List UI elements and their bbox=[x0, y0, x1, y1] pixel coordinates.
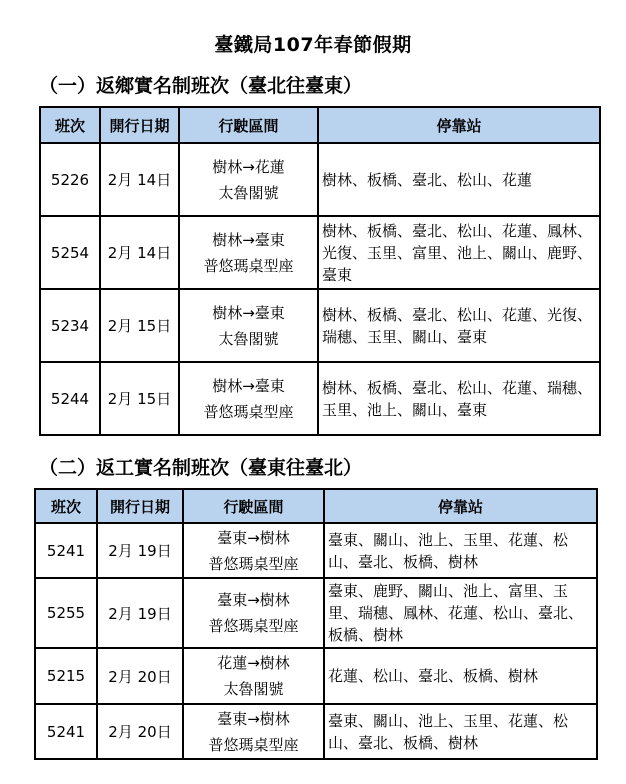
table-header-row bbox=[35, 489, 597, 523]
train-number: 5244 bbox=[40, 362, 100, 435]
train-number: 5241 bbox=[35, 704, 97, 759]
run-date: 2月 15日 bbox=[100, 362, 179, 435]
route-text: 臺東→樹林 bbox=[217, 528, 290, 547]
run-date: 2月 20日 bbox=[97, 704, 183, 759]
service-type: 普悠瑪桌型座 bbox=[203, 256, 294, 275]
train-number: 5241 bbox=[35, 523, 97, 578]
route-cell bbox=[183, 578, 324, 648]
stops-list: 臺東、關山、池上、玉里、花蓮、松山、臺北、板橋、樹林 bbox=[324, 704, 597, 759]
column-header-date: 開行日期 bbox=[100, 107, 179, 143]
table-row bbox=[35, 704, 597, 759]
service-type: 普悠瑪桌型座 bbox=[208, 617, 299, 635]
route-cell bbox=[179, 216, 318, 289]
column-header-stops: 停靠站 bbox=[318, 107, 600, 143]
column-header-train: 班次 bbox=[35, 489, 97, 523]
stops-list: 樹林、板橋、臺北、松山、花蓮、鳳林、光復、玉里、富里、池上、關山、鹿野、臺東 bbox=[318, 216, 600, 289]
route-text: 臺東→樹林 bbox=[217, 591, 290, 609]
column-header-date: 開行日期 bbox=[97, 489, 183, 523]
service-type: 普悠瑪桌型座 bbox=[203, 402, 294, 421]
route-cell bbox=[179, 289, 318, 362]
route-cell bbox=[179, 362, 318, 435]
stops-list: 樹林、板橋、臺北、松山、花蓮、光復、瑞穗、玉里、關山、臺東 bbox=[318, 289, 600, 362]
table-row bbox=[35, 523, 597, 578]
run-date: 2月 19日 bbox=[97, 578, 183, 648]
schedule-table-return-work bbox=[34, 488, 598, 760]
route-text: 樹林→臺東 bbox=[212, 303, 285, 322]
column-header-route: 行駛區間 bbox=[183, 489, 324, 523]
run-date: 2月 14日 bbox=[100, 143, 179, 216]
table-row bbox=[40, 289, 600, 362]
service-type: 普悠瑪桌型座 bbox=[208, 735, 299, 754]
route-cell bbox=[183, 704, 324, 759]
service-type: 太魯閣號 bbox=[218, 329, 279, 348]
table-row bbox=[40, 143, 600, 216]
route-text: 臺東→樹林 bbox=[217, 709, 290, 728]
stops-list: 樹林、板橋、臺北、松山、花蓮、瑞穗、玉里、池上、關山、臺東 bbox=[318, 362, 600, 435]
column-header-train: 班次 bbox=[40, 107, 100, 143]
route-cell bbox=[183, 523, 324, 578]
route-cell bbox=[179, 143, 318, 216]
train-number: 5226 bbox=[40, 143, 100, 216]
schedule-table-return-home bbox=[39, 106, 601, 436]
train-number: 5254 bbox=[40, 216, 100, 289]
run-date: 2月 19日 bbox=[97, 523, 183, 578]
section-heading-return-work: （二）返工實名制班次（臺東往臺北） bbox=[39, 457, 363, 479]
stops-list: 臺東、關山、池上、玉里、花蓮、松山、臺北、板橋、樹林 bbox=[324, 523, 597, 578]
stops-list: 臺東、鹿野、關山、池上、富里、玉里、瑞穗、鳳林、花蓮、松山、臺北、板橋、樹林 bbox=[324, 578, 597, 648]
section-heading-return-home: （一）返鄉實名制班次（臺北往臺東） bbox=[39, 75, 363, 97]
run-date: 2月 14日 bbox=[100, 216, 179, 289]
train-number: 5215 bbox=[35, 648, 97, 704]
route-text: 花蓮→樹林 bbox=[217, 654, 290, 672]
page-title: 臺鐵局107年春節假期 bbox=[214, 34, 412, 56]
run-date: 2月 20日 bbox=[97, 648, 183, 704]
service-type: 太魯閣號 bbox=[218, 183, 279, 202]
service-type: 太魯閣號 bbox=[223, 680, 284, 698]
table-row bbox=[40, 362, 600, 435]
table-header-row bbox=[40, 107, 600, 143]
column-header-route: 行駛區間 bbox=[179, 107, 318, 143]
stops-list: 花蓮、松山、臺北、板橋、樹林 bbox=[324, 648, 597, 704]
train-number: 5255 bbox=[35, 578, 97, 648]
column-header-stops: 停靠站 bbox=[324, 489, 597, 523]
route-text: 樹林→臺東 bbox=[212, 376, 285, 395]
table-row bbox=[35, 578, 597, 648]
table-row bbox=[40, 216, 600, 289]
service-type: 普悠瑪桌型座 bbox=[208, 554, 299, 573]
stops-list: 樹林、板橋、臺北、松山、花蓮 bbox=[318, 143, 600, 216]
route-text: 樹林→花蓮 bbox=[212, 157, 285, 176]
route-text: 樹林→臺東 bbox=[212, 230, 285, 249]
table-row bbox=[35, 648, 597, 704]
train-number: 5234 bbox=[40, 289, 100, 362]
run-date: 2月 15日 bbox=[100, 289, 179, 362]
route-cell bbox=[183, 648, 324, 704]
